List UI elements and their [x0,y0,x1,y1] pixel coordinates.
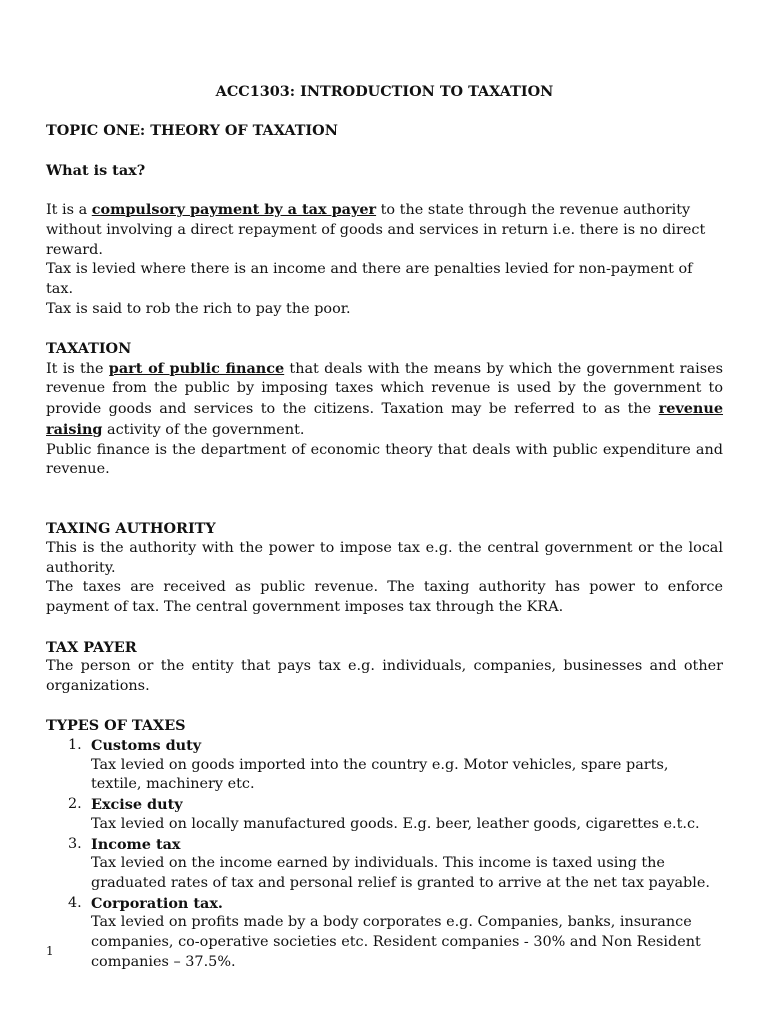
list-item-description: Tax levied on the income earned by individuals. This income is taxed using the graduated rates of tax and personal relief is granted to arrive at the net tax payable. [91,855,710,891]
types-of-taxes-heading: TYPES OF TAXES [46,717,186,735]
taxing-authority-paragraph-2: The taxes are received as public revenue. The taxing authority has power to enforce payment of tax. The central government imposes tax through the KRA. [46,579,723,616]
what-is-tax-paragraph-2: Tax is levied where there is an income and there are penalties levied for non-payment of tax. [46,261,693,297]
what-is-tax-paragraph [46,200,723,260]
document-title: ACC1303: INTRODUCTION TO TAXATION [215,83,554,100]
what-is-tax-paragraph-3: Tax is said to rob the rich to pay the poor. [46,300,351,317]
tax-payer-paragraph: The person or the entity that pays tax e.g. individuals, companies, businesses and other organizations. [46,658,723,694]
text-run: It is the [46,360,109,377]
list-item-title: Excise duty [91,796,183,814]
underlined-term: compulsory payment by a tax payer [91,201,377,219]
taxation-paragraph-2: Public finance is the department of economic theory that deals with public expenditure and revenue. [46,441,723,478]
list-item-title: Corporation tax. [91,894,223,912]
text-run: activity of the government. [102,421,305,438]
taxing-authority-heading: TAXING AUTHORITY [46,520,216,538]
list-item-title: Customs duty [91,737,202,755]
types-of-taxes-list [46,736,723,972]
taxing-authority-paragraph: This is the authority with the power to impose tax e.g. the central government or the local authority. [46,540,723,576]
list-item [46,795,723,834]
list-number: 3. [68,835,82,852]
list-item [46,835,723,894]
tax-payer-heading: TAX PAYER [46,638,137,656]
list-number: 2. [68,796,82,813]
taxation-paragraph [46,359,723,441]
text-run: to the state through the revenue authority without involving a direct repayment of goods and services in return i.e. there is no direct reward. [46,202,706,258]
list-item-description: Tax levied on profits made by a body corporates e.g. Companies, banks, insurance companies, co-operative societies etc. Resident companies - 30% and Non Resident companies – 37.5%. [91,914,701,970]
taxation-heading: TAXATION [46,340,132,358]
text-run: It is a [46,202,92,219]
what-is-tax-heading: What is tax? [46,161,146,179]
page-number: 1 [46,944,54,958]
document-page [46,82,723,973]
topic-heading: TOPIC ONE: THEORY OF TAXATION [46,122,338,140]
list-item-title: Income tax [91,835,181,853]
list-number: 1. [68,737,82,754]
list-item-description: Tax levied on locally manufactured goods. E.g. beer, leather goods, cigarettes e.t.c. [91,815,700,832]
list-item-description: Tax levied on goods imported into the country e.g. Motor vehicles, spare parts, textile, machinery etc. [91,756,669,793]
underlined-term: part of public finance [108,359,285,377]
list-item [46,894,723,973]
text-run: that deals with the means by which the government raises revenue from the public by imposing taxes which revenue is used by the government to provide goods and services to the citizens. Taxation may be referred to as the [46,360,723,418]
list-number: 4. [68,894,82,911]
list-item [46,736,723,795]
underlined-term: revenue raising [46,400,723,438]
